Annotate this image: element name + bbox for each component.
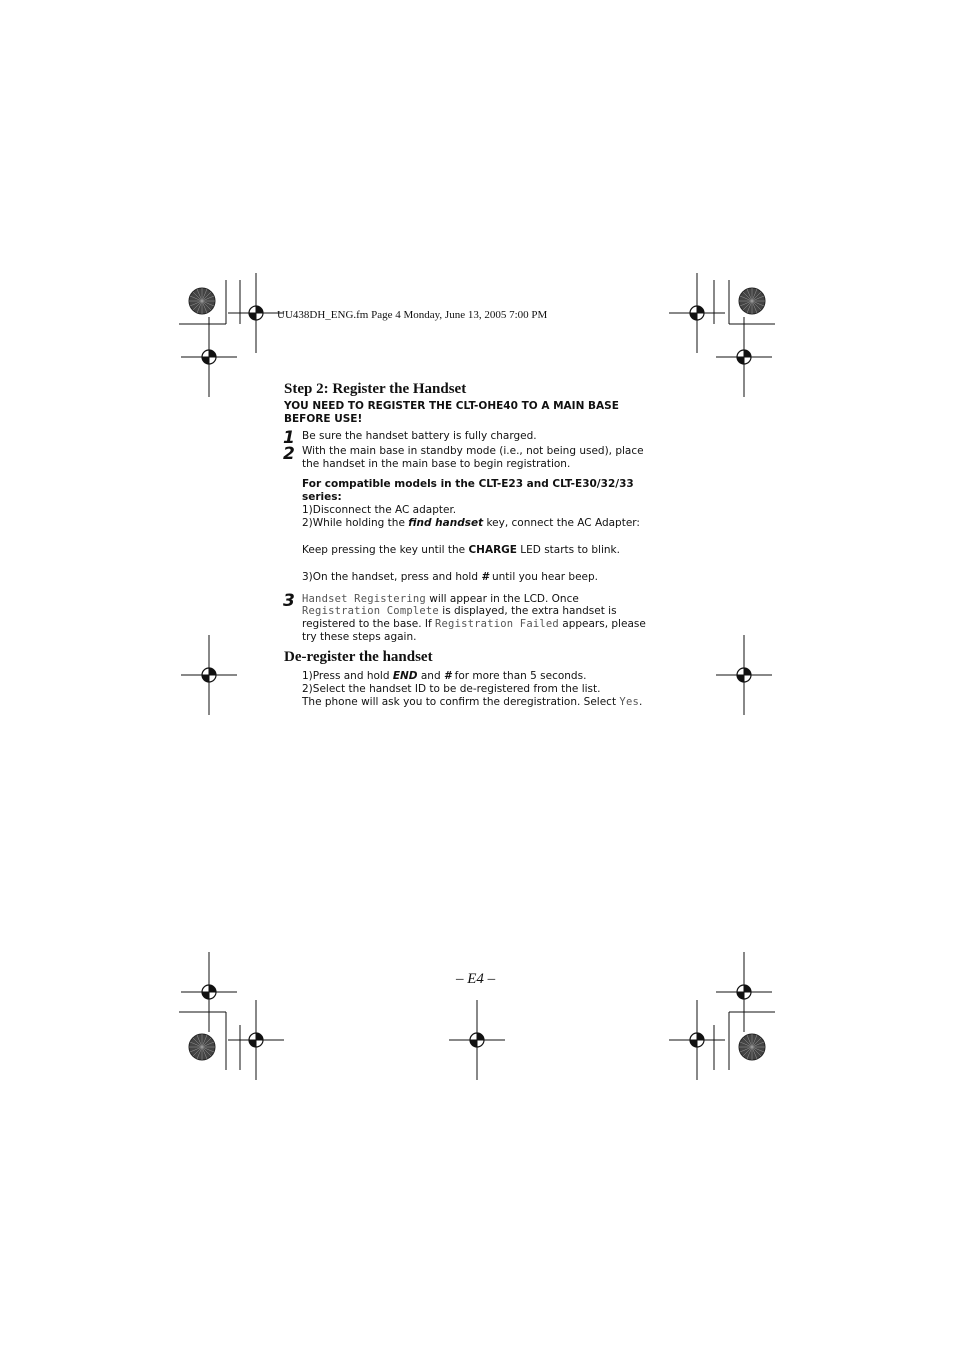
step-2-line-2: the handset in the main base to begin registration. bbox=[302, 458, 571, 470]
deregister-line-2: 2)Select the handset ID to be de-registered from the list. bbox=[302, 683, 601, 695]
compat-heading-line-2: series: bbox=[302, 491, 342, 503]
end-key: END bbox=[392, 670, 418, 682]
section-title-deregister: De-register the handset bbox=[284, 649, 433, 665]
compat-substep-2 bbox=[302, 517, 640, 530]
deregister-line-3-suffix: . bbox=[639, 696, 643, 708]
deregister-line-1-mid: and bbox=[417, 670, 444, 682]
deregister-line-3 bbox=[302, 696, 642, 709]
step-3-line-1-text: will appear in the LCD. Once bbox=[425, 593, 579, 605]
deregister-line-3-prefix: The phone will ask you to confirm the deregistration. Select bbox=[302, 696, 620, 708]
crop-mark-top-left bbox=[179, 273, 284, 397]
reg-mark-left bbox=[181, 635, 237, 715]
step-1-text: Be sure the handset battery is fully charged. bbox=[302, 430, 537, 442]
lcd-registration-failed: Registration Failed bbox=[435, 618, 559, 630]
step-number-1: 1 bbox=[283, 428, 295, 448]
hash-key: # bbox=[481, 571, 489, 583]
deregister-line-1-prefix: 1)Press and hold bbox=[302, 670, 393, 682]
warning-text: YOU NEED TO REGISTER THE CLT-OHE40 TO A MAIN BASE BEFORE USE! bbox=[284, 400, 619, 425]
deregister-line-1 bbox=[302, 670, 586, 683]
compat-heading-line-1: For compatible models in the CLT-E23 and CLT-E30/32/33 bbox=[302, 478, 634, 490]
keep-suffix: LED starts to blink. bbox=[516, 544, 620, 556]
reg-mark-bottom-center bbox=[449, 1000, 505, 1080]
step-3-line-2 bbox=[302, 605, 617, 618]
reg-mark-right bbox=[716, 635, 772, 715]
compat-substep-1: 1)Disconnect the AC adapter. bbox=[302, 504, 457, 516]
section-title-register: Step 2: Register the Handset bbox=[284, 381, 467, 397]
step-3-line-2-text: is displayed, the extra handset is bbox=[438, 605, 617, 617]
crop-mark-bottom-left bbox=[179, 952, 284, 1080]
hash-key-2: # bbox=[443, 670, 452, 682]
step-number-2: 2 bbox=[283, 444, 295, 464]
keep-prefix: Keep pressing the key until the bbox=[302, 544, 469, 556]
step-3-line-4: try these steps again. bbox=[302, 631, 417, 643]
crop-mark-bottom-right bbox=[669, 952, 775, 1080]
keep-pressing-line bbox=[302, 544, 620, 557]
substep-3-suffix: until you hear beep. bbox=[488, 571, 598, 583]
step-3-line-3-suffix: appears, please bbox=[558, 618, 646, 630]
charge-led-label: CHARGE bbox=[468, 544, 517, 556]
substep-2-prefix: 2)While holding the bbox=[302, 517, 409, 529]
compat-substep-3 bbox=[302, 571, 598, 584]
crop-mark-top-right bbox=[669, 273, 775, 397]
lcd-handset-registering: Handset Registering bbox=[302, 593, 426, 605]
step-2-line-1: With the main base in standby mode (i.e., not being used), place bbox=[302, 445, 644, 457]
page-number: – E4 – bbox=[456, 971, 496, 987]
page-header: UU438DH_ENG.fm Page 4 Monday, June 13, 2005 7:00 PM bbox=[277, 309, 548, 321]
deregister-line-1-suffix: for more than 5 seconds. bbox=[451, 670, 587, 682]
step-3-line-3-prefix: registered to the base. If bbox=[302, 618, 436, 630]
lcd-yes: Yes bbox=[619, 696, 639, 708]
find-handset-key: find handset bbox=[408, 517, 484, 529]
substep-3-prefix: 3)On the handset, press and hold bbox=[302, 571, 482, 583]
lcd-registration-complete: Registration Complete bbox=[302, 605, 439, 617]
step-number-3: 3 bbox=[283, 591, 295, 611]
substep-2-suffix: key, connect the AC Adapter: bbox=[483, 517, 640, 529]
step-3-line-3 bbox=[302, 618, 646, 631]
